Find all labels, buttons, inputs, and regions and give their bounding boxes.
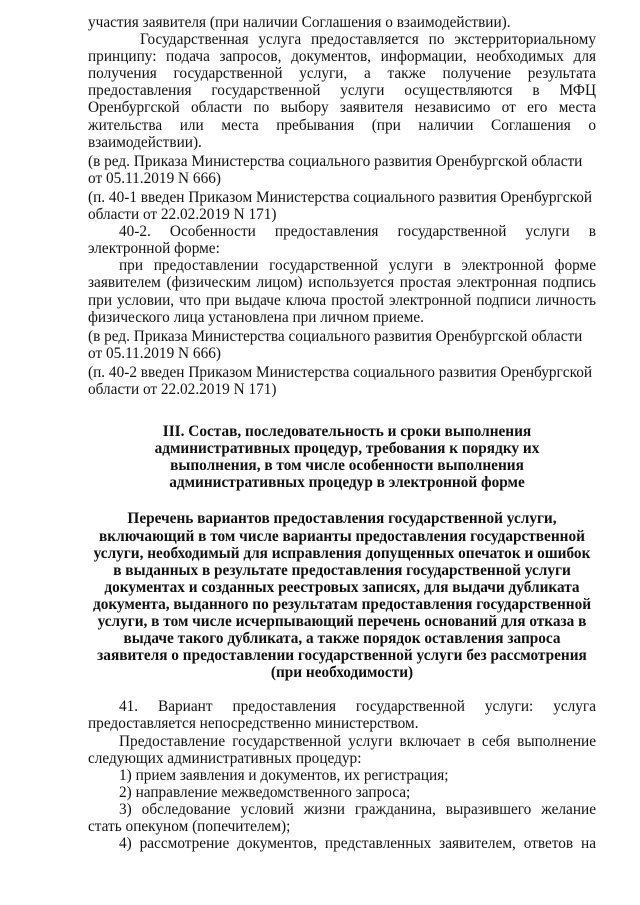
paragraph-extraterritorial: Государственная услуга предоставляется по экстерриториальному принципу: подача запросов, документов, информации, необходимых для получения государственной услуги, а также получение результата предоставления государственной услуги осуществляются в МФЦ Оренбургской области по выбору заявителя независимо от его места жительства или места пребывания (при наличии Соглашения о взаимодействии). (88, 31, 596, 151)
document-page (88, 14, 596, 852)
paragraph-procedures-intro: Предоставление государственной услуги включает в себя выполнение следующих административных процедур: (88, 732, 596, 767)
list-item: 4) рассмотрение документов, представленных заявителем, ответов на (119, 835, 596, 853)
list-item: 2) направление межведомственного запроса; (119, 783, 411, 801)
list-item: 3) обследование условий жизни гражданина, выразившего желание стать опекуном (попечителем); (88, 800, 596, 836)
revision-note-1: (в ред. Приказа Министерства социального развития Оренбургской области от 05.11.2019 N 666) (88, 152, 583, 187)
section-heading: III. Состав, последовательность и сроки выполнения административных процедур, требования к порядку их выполнения, в том числе особенности выполнения административных процедур в электронной форме (154, 423, 540, 492)
revision-note-3: (в ред. Приказа Министерства социального развития Оренбургской области от 05.11.2019 N 666) (88, 327, 583, 362)
paragraph-41: 41. Вариант предоставления государственной услуги: услуга предоставляется непосредственно министерством. (88, 698, 596, 733)
paragraph-electronic-signature: при предоставлении государственной услуги в электронной форме заявителем (физическим лицом) используется простая электронная подпись при условии, что при выдаче ключа простой электронной подписи личность физического лица установлена при личном приеме. (88, 257, 596, 326)
revision-note-4: (п. 40-2 введен Приказом Министерства социального развития Оренбургской области от 22.02.2019 N 171) (88, 363, 593, 398)
revision-note-2: (п. 40-1 введен Приказом Министерства социального развития Оренбургской области от 22.02.2019 N 171) (88, 188, 593, 224)
subsection-heading: Перечень вариантов предоставления государственной услуги, включающий в том числе варианты предоставления государственной услуги, необходимый для исправления допущенных опечаток и ошибок в выданных в результате предоставления государственной услуги документах и созданных реестровых записях, для выдачи дубликата документа, выданного по результатам предоставления государственной услуги, в том числе исчерпывающий перечень оснований для отказа в выдаче такого дубликата, а также порядок оставления запроса заявителя о предоставлении государственной услуги без рассмотрения (при необходимости) (92, 510, 592, 682)
paragraph-continuation: участия заявителя (при наличии Соглашения о взаимодействии). (88, 14, 511, 31)
paragraph-40-2: 40-2. Особенности предоставления государственной услуги в электронной форме: (88, 223, 596, 258)
list-item: 1) прием заявления и документов, их регистрация; (119, 766, 449, 784)
